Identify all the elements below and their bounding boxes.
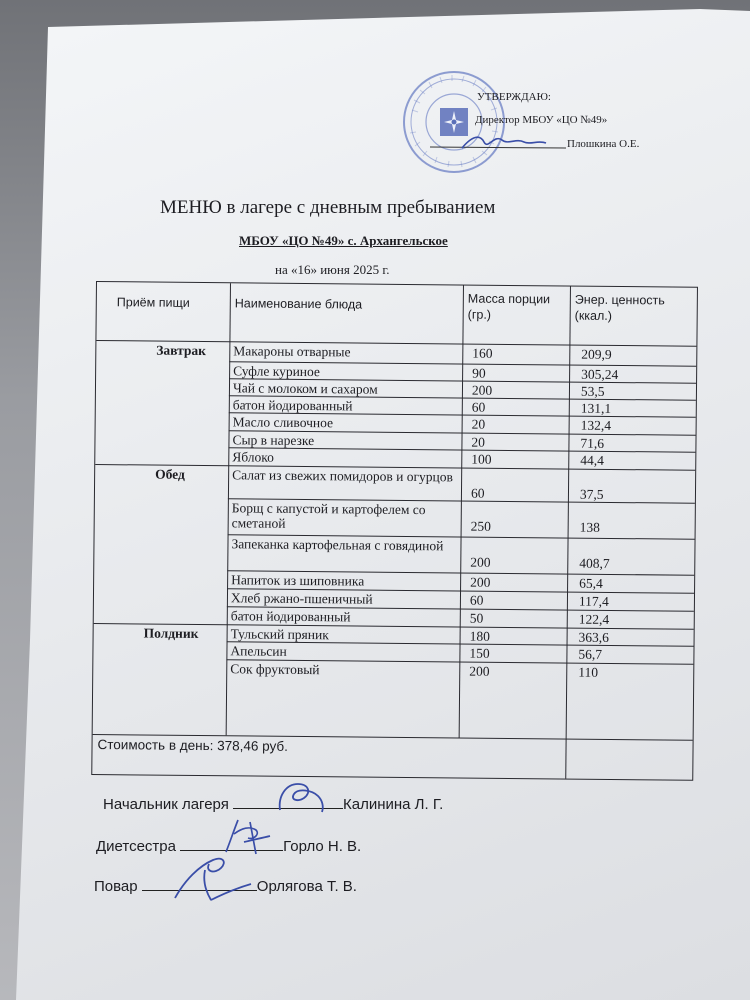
role-label: Повар <box>94 878 138 895</box>
dish-name: батон йодированный <box>230 608 351 625</box>
energy-value: 56,7 <box>578 646 603 662</box>
meal-label: Завтрак <box>156 342 207 359</box>
signatory-name: Калинина Л. Г. <box>343 796 444 813</box>
energy-value: 65,4 <box>579 575 603 591</box>
energy-value: 71,6 <box>580 435 605 451</box>
approval-position: Директор МБОУ «ЦО №49» <box>475 114 608 126</box>
signatory-name: Горло Н. В. <box>283 838 362 855</box>
portion-mass: 100 <box>471 451 492 467</box>
portion-mass: 60 <box>470 485 485 501</box>
column-header-energy: Энер. ценность (ккал.) <box>574 292 665 323</box>
portion-mass: 200 <box>470 554 491 570</box>
page-title: МЕНЮ в лагере с дневным пребыванием <box>160 197 496 218</box>
director-signature-icon <box>458 128 548 158</box>
energy-value: 408,7 <box>579 555 610 571</box>
role-label: Диетсестра <box>96 838 176 855</box>
dish-name: Борщ с капустой и картофелем со сметаной <box>231 500 426 531</box>
meal-label: Обед <box>155 466 185 482</box>
portion-mass: 160 <box>472 345 493 361</box>
dish-name: Яблоко <box>232 449 275 465</box>
dish-name: Макароны отварные <box>233 343 351 360</box>
portion-mass: 60 <box>469 592 484 608</box>
daily-cost: Стоимость в день: 378,46 руб. <box>97 737 289 754</box>
energy-value: 305,24 <box>581 366 619 383</box>
meal-label: Полдник <box>143 625 199 641</box>
portion-mass: 20 <box>471 434 486 450</box>
portion-mass: 200 <box>469 663 490 679</box>
column-header-dish: Наименование блюда <box>234 296 363 312</box>
portion-mass: 200 <box>471 382 493 398</box>
energy-value: 363,6 <box>578 629 610 645</box>
head-signature-icon <box>272 778 332 818</box>
energy-value: 132,4 <box>580 417 612 433</box>
menu-table <box>91 281 698 781</box>
dish-name: Сок фруктовый <box>230 661 320 678</box>
signatory-name: Орлягова Т. В. <box>256 878 357 895</box>
dish-name: Апельсин <box>230 643 287 659</box>
energy-value: 209,9 <box>581 346 612 362</box>
energy-value: 53,5 <box>580 383 605 399</box>
dish-name: Сыр в нарезке <box>232 432 315 449</box>
portion-mass: 150 <box>469 645 490 661</box>
energy-value: 37,5 <box>579 486 604 502</box>
portion-mass: 90 <box>472 365 486 381</box>
energy-value: 117,4 <box>578 593 609 609</box>
dish-name: Масло сливочное <box>232 414 334 431</box>
column-header-mass: Масса порции (гр.) <box>467 291 551 322</box>
dish-name: батон йодированный <box>232 397 353 414</box>
energy-value: 110 <box>578 664 599 680</box>
approval-name: Плошкина О.Е. <box>567 138 640 150</box>
portion-mass: 20 <box>471 416 486 432</box>
dish-name: Чай с молоком и сахаром <box>232 380 378 397</box>
portion-mass: 50 <box>469 610 484 626</box>
energy-value: 122,4 <box>578 611 610 627</box>
dish-name: Напиток из шиповника <box>231 572 365 589</box>
energy-value: 138 <box>579 519 600 535</box>
role-label: Начальник лагеря <box>103 796 229 813</box>
energy-value: 131,1 <box>580 400 612 416</box>
dish-name: Салат из свежих помидоров и огурцов <box>232 467 453 485</box>
dish-name: Суфле куриное <box>233 363 321 380</box>
portion-mass: 250 <box>470 518 491 534</box>
dish-name: Тульский пряник <box>230 626 329 643</box>
menu-date: на «16» июня 2025 г. <box>275 262 390 277</box>
approval-label: УТВЕРЖДАЮ: <box>477 91 551 103</box>
table-divider <box>565 287 571 779</box>
dish-name: Запеканка картофельная с говядиной <box>231 536 444 554</box>
cook-signature-icon <box>165 850 255 906</box>
portion-mass: 60 <box>471 399 486 415</box>
dish-name: Хлеб ржано-пшеничный <box>230 590 373 607</box>
column-header-meal: Приём пищи <box>116 295 190 310</box>
energy-value: 44,4 <box>580 452 604 468</box>
school-subtitle: МБОУ «ЦО №49» с. Архангельское <box>239 233 448 248</box>
portion-mass: 200 <box>470 574 491 590</box>
portion-mass: 180 <box>469 628 490 644</box>
